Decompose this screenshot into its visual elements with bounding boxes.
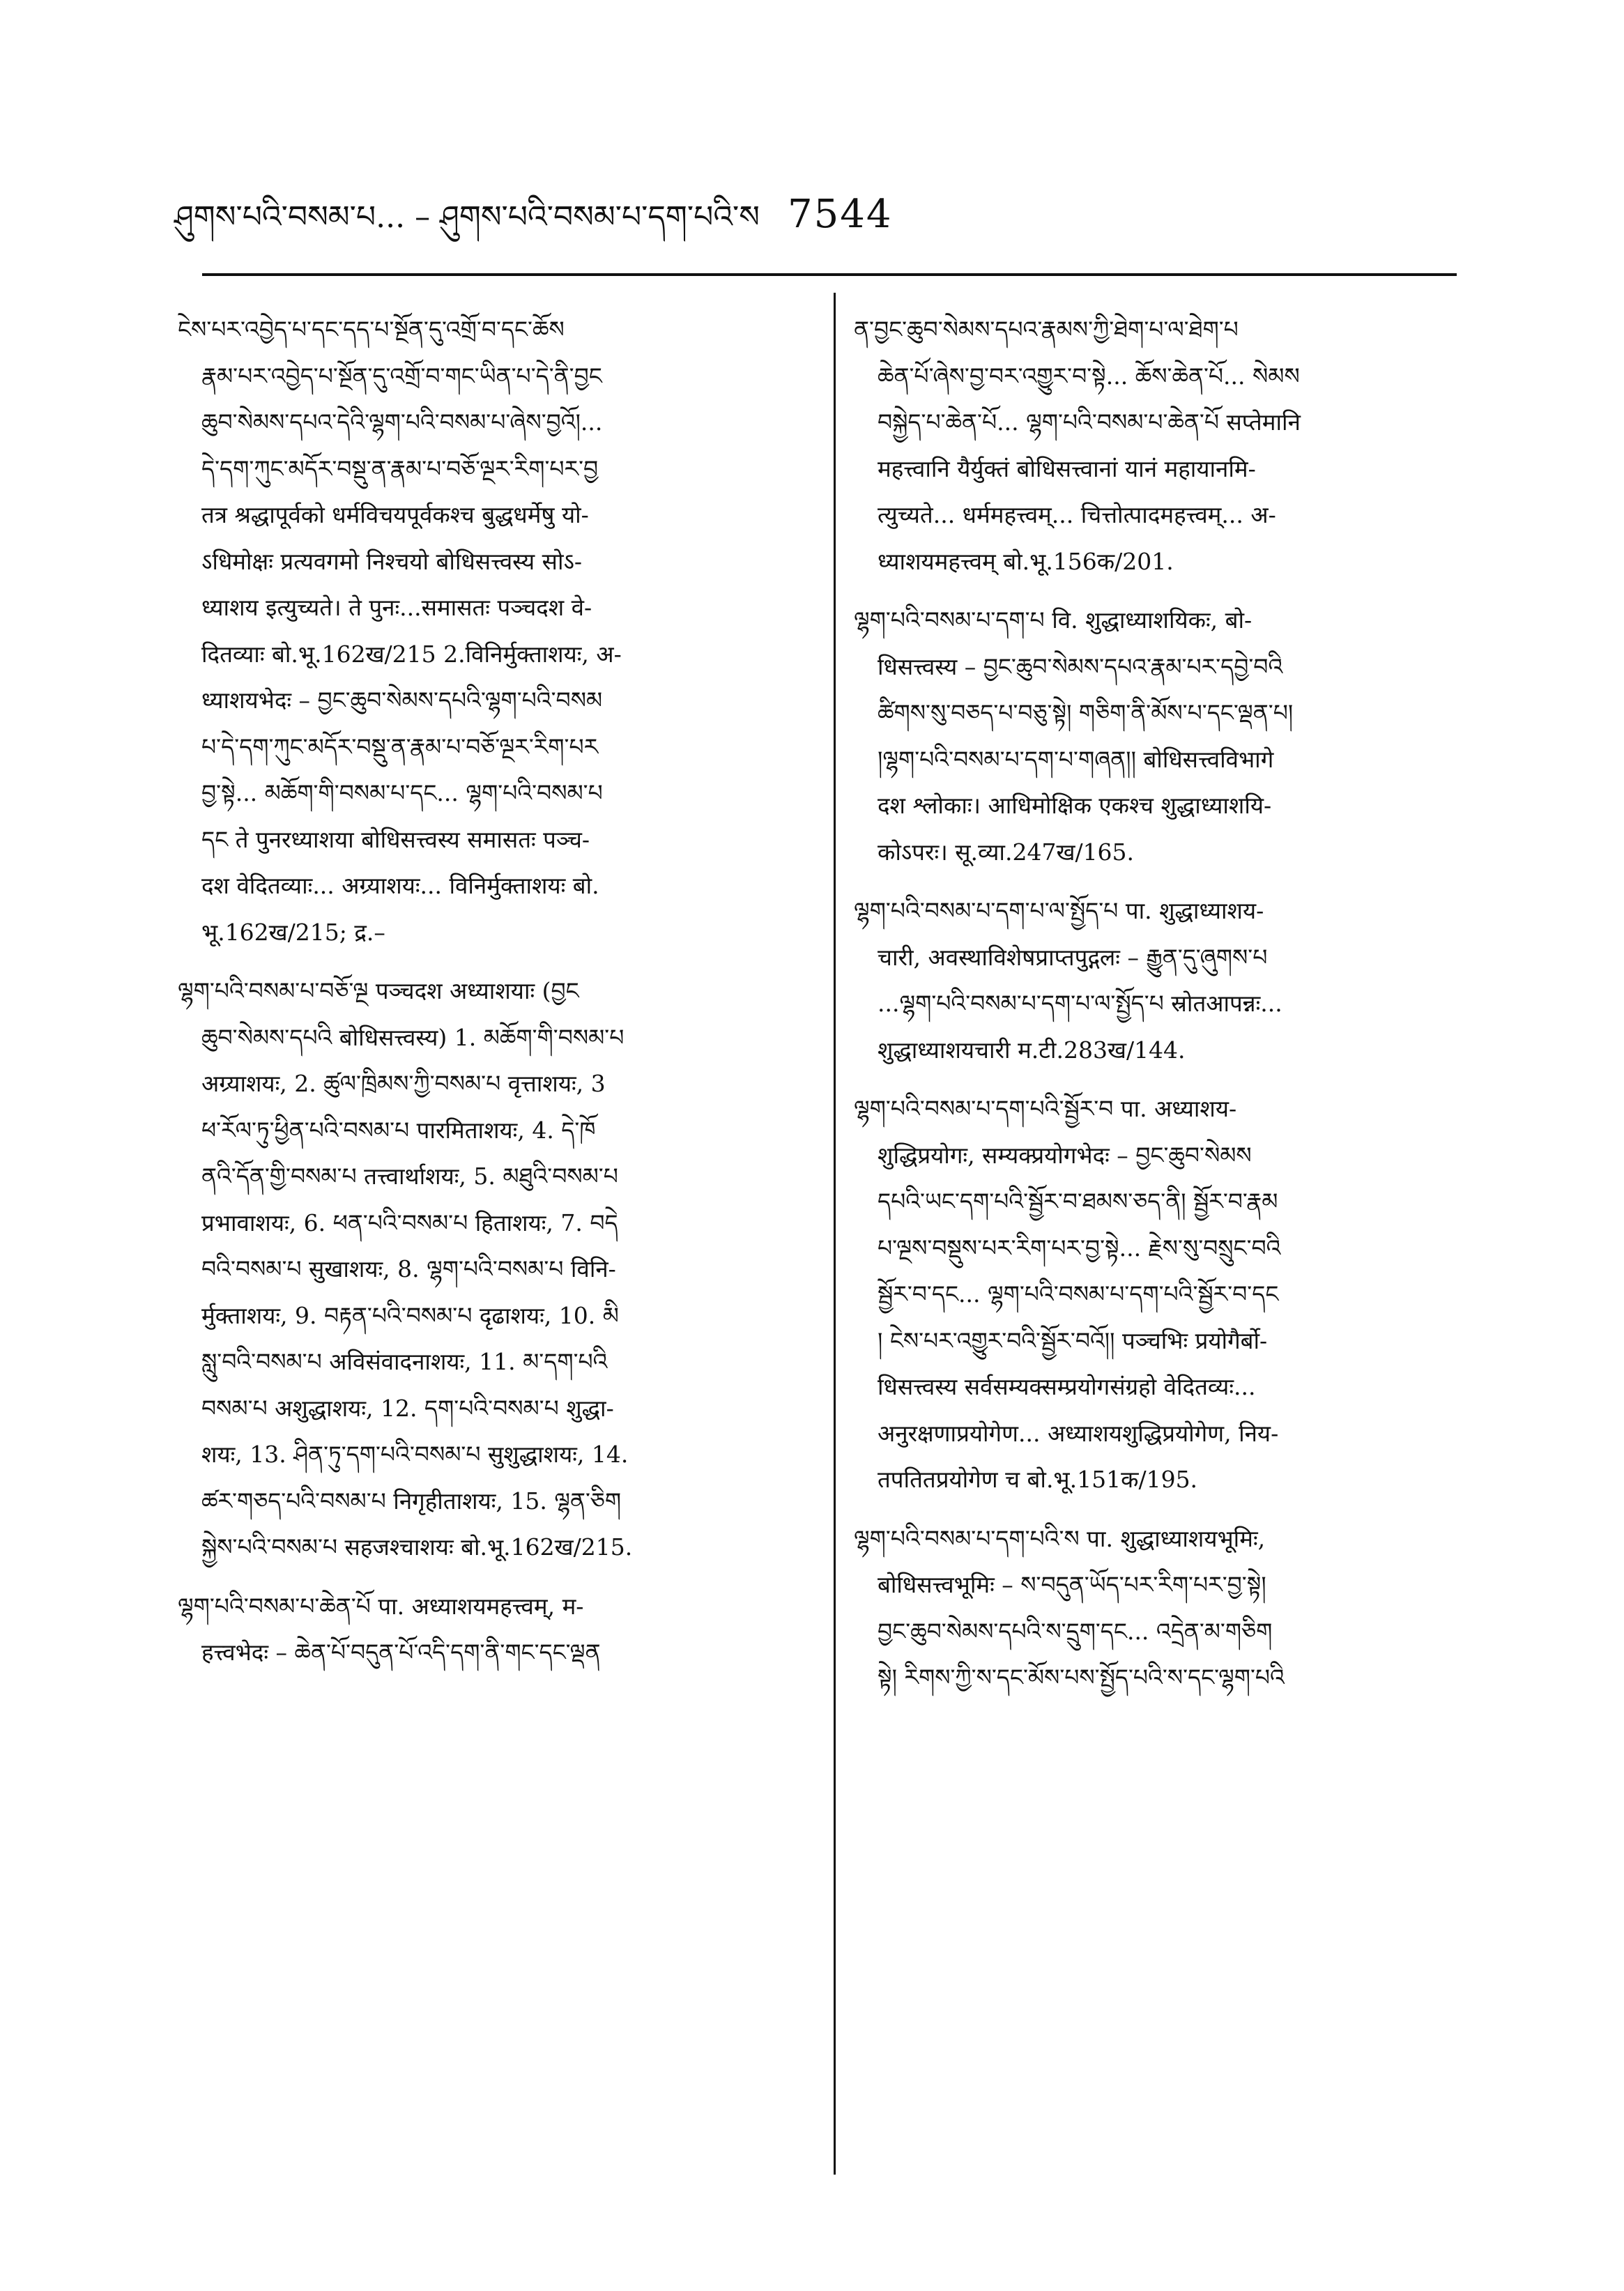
column-divider bbox=[834, 293, 836, 2175]
entry-headword-line: ལྷག་པའི་བསམ་པ་དག་པའི་སྦྱོར་བ पा. अध्याशय- bbox=[854, 1095, 1237, 1122]
entry-text-line: སྦྱོར་བ་དང... ལྷག་པའི་བསམ་པ་དག་པའི་སྦྱོར་བ་དང bbox=[878, 1280, 1279, 1308]
entry-text-line: ། ངེས་པར་འགྱུར་བའི་སྦྱོར་བའོ།། पञ्चभिः प्रयोगैर्बो- bbox=[878, 1326, 1268, 1354]
entry-text-line: प्रभावाशयः, 6. ཕན་པའི་བསམ་པ हिताशयः, 7. བདེ bbox=[201, 1209, 618, 1236]
entry-text-line: ऽधिमोक्षः प्रत्यवगमो निश्चयो बोधिसत्त्वस्य सोऽ- bbox=[201, 547, 583, 575]
entry-text-line: कोऽपरः। सू.व्या.247ख/165. bbox=[878, 838, 1135, 866]
entry-text-line: शुद्धिप्रयोगः, सम्यक्प्रयोगभेदः – བྱང་ཆུབ་སེམས bbox=[878, 1141, 1252, 1169]
entry-text-line: ཆུབ་སེམས་དཔའ་དེའི་ལྷག་པའི་བསམ་པ་ཞེས་བྱའོ།... bbox=[201, 408, 603, 436]
entry-text-line: ཚིགས་སུ་བཅད་པ་བཅུ་སྟེ། གཅིག་ནི་མོས་པ་དང་ལྡན་པ། bbox=[878, 699, 1294, 726]
entry-text-line: अग्र्याशयः, 2. ཚུལ་ཁྲིམས་ཀྱི་བསམ་པ वृत्ताशयः, 3 bbox=[201, 1070, 606, 1097]
dictionary-entry bbox=[178, 1584, 777, 1676]
entry-text-line: महत्त्वानि यैर्युक्तं बोधिसत्त्वानां यानं महायानमि- bbox=[878, 454, 1256, 482]
entry-text-line: त्युच्यते... धर्ममहत्त्वम्... चित्तोत्पादमहत्त्वम्... अ- bbox=[878, 501, 1276, 528]
entry-text-line: ध्याशय इत्युच्यते। ते पुनः...समासतः पञ्चदश वे- bbox=[201, 594, 592, 621]
entry-headword-line: ན་བྱང་ཆུབ་སེམས་དཔའ་རྣམས་ཀྱི་ཐེག་པ་ལ་ཐེག་པ bbox=[854, 316, 1239, 343]
dictionary-entry bbox=[854, 597, 1453, 875]
entry-text-line: हत्त्वभेदः – ཆེན་པོ་བདུན་པོ་འདི་དག་ནི་གང་དང་ལྡན bbox=[201, 1639, 601, 1666]
entry-text-line: བསམ་པ अशुद्धाशयः, 12. དག་པའི་བསམ་པ शुद्धा- bbox=[201, 1394, 614, 1422]
page-number: 7544 bbox=[787, 192, 893, 237]
entry-headword-line: ལྷག་པའི་བསམ་པ་དག་པ་ལ་སྤྱོད་པ पा. शुद्धाध्याशय- bbox=[854, 897, 1264, 924]
entry-text-line: ...ལྷག་པའི་བསམ་པ་དག་པ་ལ་སྤྱོད་པ स्रोतआपन्नः... bbox=[878, 990, 1282, 1017]
entry-text-line: ནའི་དོན་གྱི་བསམ་པ तत्त्वार्थाशयः, 5. མཐུའི་བསམ་པ bbox=[201, 1163, 618, 1190]
entry-text-line: दश श्लोकाः। आधिमोक्षिक एकश्च शुद्धाध्याशयि- bbox=[878, 792, 1272, 819]
running-header bbox=[174, 183, 1429, 238]
entry-headword-line: ལྷག་པའི་བསམ་པ་བཅོ་ལྔ पञ्चदश अध्याशयाः (བྱང bbox=[178, 977, 579, 1004]
entry-text-line: दितव्याः बो.भू.162ख/215 2.विनिर्मुक्ताशयः, अ- bbox=[201, 640, 622, 668]
entry-text-line: चारी, अवस्थाविशेषप्राप्तपुद्गलः – རྒྱུན་དུ་ཞུགས་པ bbox=[878, 943, 1268, 971]
entry-text-line: ध्याशयमहत्त्वम् बो.भू.156क/201. bbox=[878, 547, 1174, 575]
entry-text-line: धिसत्त्वस्य सर्वसम्यक्सम्प्रयोगसंग्रहो वेदितव्यः... bbox=[878, 1373, 1256, 1400]
entry-text-line: ཚར་གཅད་པའི་བསམ་པ निगृहीताशयः, 15. ལྷན་ཅིག bbox=[201, 1487, 622, 1515]
entry-text-line: སྐྱེས་པའི་བསམ་པ सहजश्चाशयः बो.भू.162ख/215. bbox=[201, 1533, 633, 1561]
dictionary-entry bbox=[178, 968, 777, 1571]
entry-text-line: བའི་བསམ་པ सुखाशयः, 8. ལྷག་པའི་བསམ་པ विनि- bbox=[201, 1255, 616, 1282]
entry-text-line: तपतितप्रयोगेण च बो.भू.151क/195. bbox=[878, 1466, 1198, 1493]
entry-text-line: སླུ་བའི་བསམ་པ अविसंवादनाशयः, 11. མ་དག་པའི bbox=[201, 1348, 608, 1375]
dictionary-entry bbox=[854, 1086, 1453, 1503]
entry-text-line: ཆུབ་སེམས་དཔའི बोधिसत्त्वस्य) 1. མཆོག་གི་བསམ་པ bbox=[201, 1023, 625, 1051]
entry-headword-line: ངེས་པར་འབྱེད་པ་དང་དད་པ་སྔོན་དུ་འགྲོ་བ་དང་ཆོས bbox=[178, 316, 565, 343]
entry-text-line: अनुरक्षणाप्रयोगेण... अध्याशयशुद्धिप्रयोगेण, निय- bbox=[878, 1419, 1279, 1447]
dictionary-entry bbox=[854, 1516, 1453, 1701]
entry-text-line: धिसत्त्वस्य – བྱང་ཆུབ་སེམས་དཔའ་རྣམ་པར་དབྱེ་བའི bbox=[878, 652, 1283, 680]
entry-text-line: शयः, 13. ཤིན་ཏུ་དག་པའི་བསམ་པ सुशुद्धाशयः, 14. bbox=[201, 1441, 629, 1468]
dictionary-entry bbox=[178, 307, 777, 956]
entry-text-line: རྣམ་པར་འབྱེད་པ་སྔོན་དུ་འགྲོ་བ་གང་ཡིན་པ་དེ་ནི་བྱང bbox=[201, 362, 602, 390]
dictionary-entry bbox=[854, 888, 1453, 1073]
right-column bbox=[854, 307, 1453, 1714]
entry-headword-line: ལྷག་པའི་བསམ་པ་ཆེན་པོ पा. अध्याशयमहत्त्वम्, म- bbox=[178, 1592, 584, 1620]
left-column bbox=[178, 307, 777, 1689]
entry-text-line: པ་དེ་དག་ཀུང་མདོར་བསྡུ་ན་རྣམ་པ་བཅོ་ལྔར་རིག་པར bbox=[201, 733, 599, 760]
entry-text-line: བསྐྱེད་པ་ཆེན་པོ... ལྷག་པའི་བསམ་པ་ཆེན་པོ सप्तेमानि bbox=[878, 408, 1301, 436]
entry-text-line: བྱང་ཆུབ་སེམས་དཔའི་ས་དྲུག་དང... འདྲེན་མ་གཅིག bbox=[878, 1617, 1273, 1645]
dictionary-entry bbox=[854, 307, 1453, 585]
entry-headword-line: ལྷག་པའི་བསམ་པ་དག་པ वि. शुद्धाध्याशयिकः, बो- bbox=[854, 606, 1253, 634]
entry-text-line: དེ་དག་ཀུང་མདོར་བསྡུ་ན་རྣམ་པ་བཅོ་ལྔར་རིག་པར་བྱ bbox=[201, 454, 599, 482]
entry-headword-line: ལྷག་པའི་བསམ་པ་དག་པའི་ས पा. शुद्धाध्याशयभूमिः, bbox=[854, 1524, 1266, 1552]
entry-text-line: तत्र श्रद्धापूर्वको धर्मविचयपूर्वकश्च बुद्धधर्मेषु यो- bbox=[201, 501, 589, 528]
running-title: ཤུགས་པའི་བསམ་པ... – ཤུགས་པའི་བསམ་པ་དག་པའི་ས bbox=[174, 199, 760, 235]
entry-text-line: ध्याशयभेदः – བྱང་ཆུབ་སེམས་དཔའི་ལྷག་པའི་བསམ bbox=[201, 687, 603, 714]
entry-text-line: དང ते पुनरध्याशया बोधिसत्त्वस्य समासतः पञ्च- bbox=[201, 825, 590, 853]
entry-text-line: ཕ་རོལ་ཏུ་ཕྱིན་པའི་བསམ་པ पारमिताशयः, 4. དེ་ཁོ bbox=[201, 1116, 596, 1144]
entry-text-line: शुद्धाध्याशयचारी म.टी.283ख/144. bbox=[878, 1036, 1186, 1064]
header-rule bbox=[202, 273, 1457, 276]
entry-text-line: र्मुक्ताशयः, 9. བརྟན་པའི་བསམ་པ दृढाशयः, 10. མི bbox=[201, 1301, 619, 1329]
entry-text-line: པ་ལྔས་བསྡུས་པར་རིག་པར་བྱ་སྟེ... རྗེས་སུ་བསྲུང་བའི bbox=[878, 1234, 1281, 1262]
entry-text-line: बोधिसत्त्वभूमिः – ས་བདུན་ཡོད་པར་རིག་པར་བྱ་སྟེ། bbox=[878, 1571, 1266, 1598]
entry-text-line: དཔའི་ཡང་དག་པའི་སྦྱོར་བ་ཐམས་ཅད་ནི། སྦྱོར་བ་རྣམ bbox=[878, 1188, 1278, 1215]
entry-text-line: दश वेदितव्याः... अग्र्याशयः... विनिर्मुक्ताशयः बो. bbox=[201, 872, 599, 899]
entry-text-line: ཆེན་པོ་ཞེས་བྱ་བར་འགྱུར་བ་སྟེ... ཆོས་ཆེན་པོ... སེམས bbox=[878, 362, 1300, 390]
entry-text-line: །ལྷག་པའི་བསམ་པ་དག་པ་གཞན།། बोधिसत्त्वविभागे bbox=[878, 745, 1274, 773]
entry-text-line: བྱ་སྟེ... མཆོག་གི་བསམ་པ་དང... ལྷག་པའི་བསམ་པ bbox=[201, 779, 603, 806]
entry-text-line: भू.162ख/215; द्र.– bbox=[201, 918, 385, 946]
entry-text-line: སྟེ། རིགས་ཀྱི་ས་དང་མོས་པས་སྤྱོད་པའི་ས་དང་ལྷག་པའི bbox=[878, 1664, 1285, 1691]
